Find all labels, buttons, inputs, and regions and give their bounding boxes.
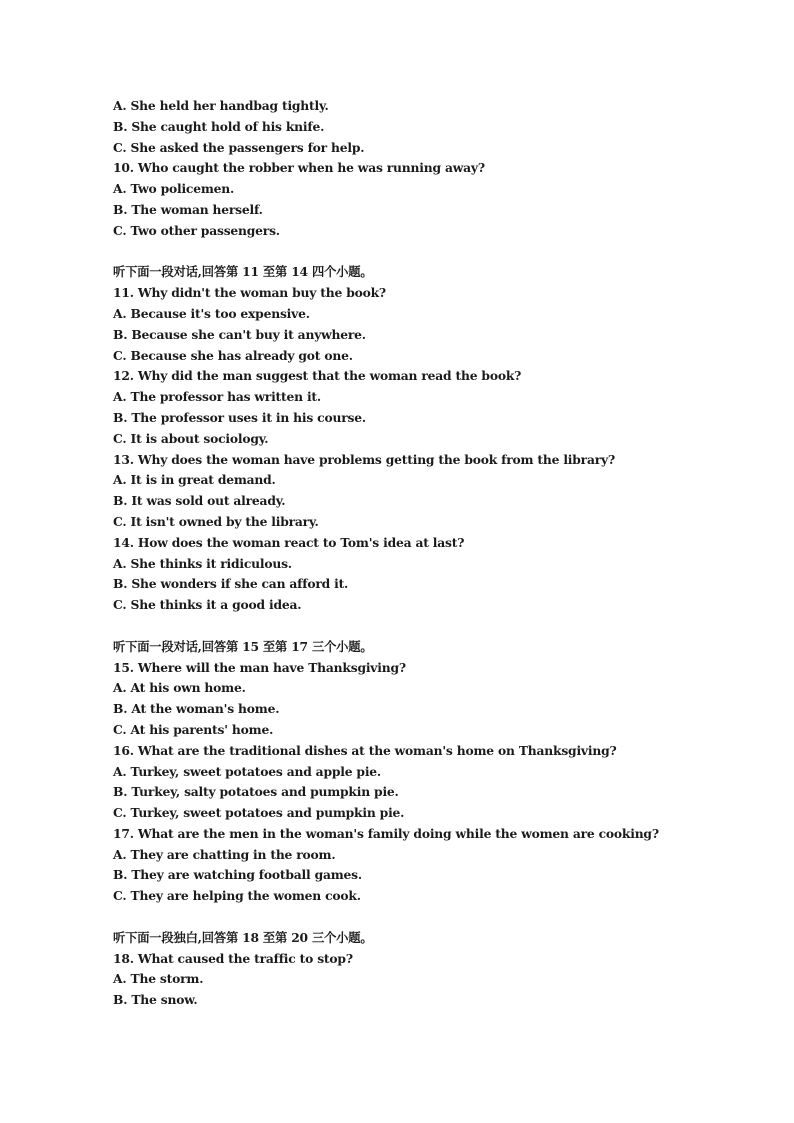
answer-option: A. The storm. [113,971,204,987]
answer-option: A. It is in great demand. [113,472,276,488]
question-text: 10. Who caught the robber when he was running away? [113,160,485,176]
question-text: 11. Why didn't the woman buy the book? [113,285,386,301]
question-text: 14. How does the woman react to Tom's idea at last? [113,534,465,550]
answer-option: C. Because she has already got one. [113,347,353,363]
answer-option: B. She wonders if she can afford it. [113,576,349,592]
section-block [113,928,713,1011]
answer-option: C. At his parents' home. [113,721,274,737]
answer-option: B. The snow. [113,992,198,1008]
section-instruction: 听下面一段独白,回答第 18 至第 20 三个小题。 [113,929,373,945]
question-text: 13. Why does the woman have problems getting the book from the library? [113,451,615,467]
section-gap [113,242,713,263]
section-block [113,96,713,242]
question-text: 17. What are the men in the woman's family doing while the women are cooking? [113,825,659,841]
exam-page [113,96,713,1011]
answer-option: B. The professor uses it in his course. [113,409,366,425]
answer-option: C. It is about sociology. [113,430,269,446]
answer-option: A. The professor has written it. [113,389,321,405]
answer-option: C. They are helping the women cook. [113,888,361,904]
answer-option: C. Turkey, sweet potatoes and pumpkin pie. [113,805,405,821]
answer-option: C. Two other passengers. [113,222,280,238]
question-text: 12. Why did the man suggest that the woman read the book? [113,368,522,384]
answer-option: B. At the woman's home. [113,701,280,717]
answer-option: A. She held her handbag tightly. [113,98,329,113]
answer-option: B. Turkey, salty potatoes and pumpkin pie. [113,784,399,800]
question-text: 15. Where will the man have Thanksgiving? [113,659,406,675]
answer-option: A. Two policemen. [113,181,235,197]
section-gap [113,616,713,637]
answer-option: A. They are chatting in the room. [113,846,336,862]
answer-option: B. Because she can't buy it anywhere. [113,326,366,342]
section-instruction: 听下面一段对话,回答第 11 至第 14 四个小题。 [113,264,373,280]
question-text: 18. What caused the traffic to stop? [113,950,353,966]
answer-option: A. At his own home. [113,680,246,696]
question-text: 16. What are the traditional dishes at the woman's home on Thanksgiving? [113,742,617,758]
answer-option: A. Because it's too expensive. [113,305,310,321]
answer-option: A. Turkey, sweet potatoes and apple pie. [113,763,381,779]
answer-option: B. They are watching football games. [113,867,362,883]
section-instruction: 听下面一段对话,回答第 15 至第 17 三个小题。 [113,638,373,654]
answer-option: B. She caught hold of his knife. [113,118,325,134]
section-block [113,262,713,616]
answer-option: B. The woman herself. [113,201,263,217]
answer-option: B. It was sold out already. [113,493,286,509]
answer-option: C. It isn't owned by the library. [113,513,319,529]
answer-option: C. She asked the passengers for help. [113,139,365,155]
answer-option: C. She thinks it a good idea. [113,597,302,613]
section-block [113,637,713,907]
section-gap [113,907,713,928]
answer-option: A. She thinks it ridiculous. [113,555,292,571]
